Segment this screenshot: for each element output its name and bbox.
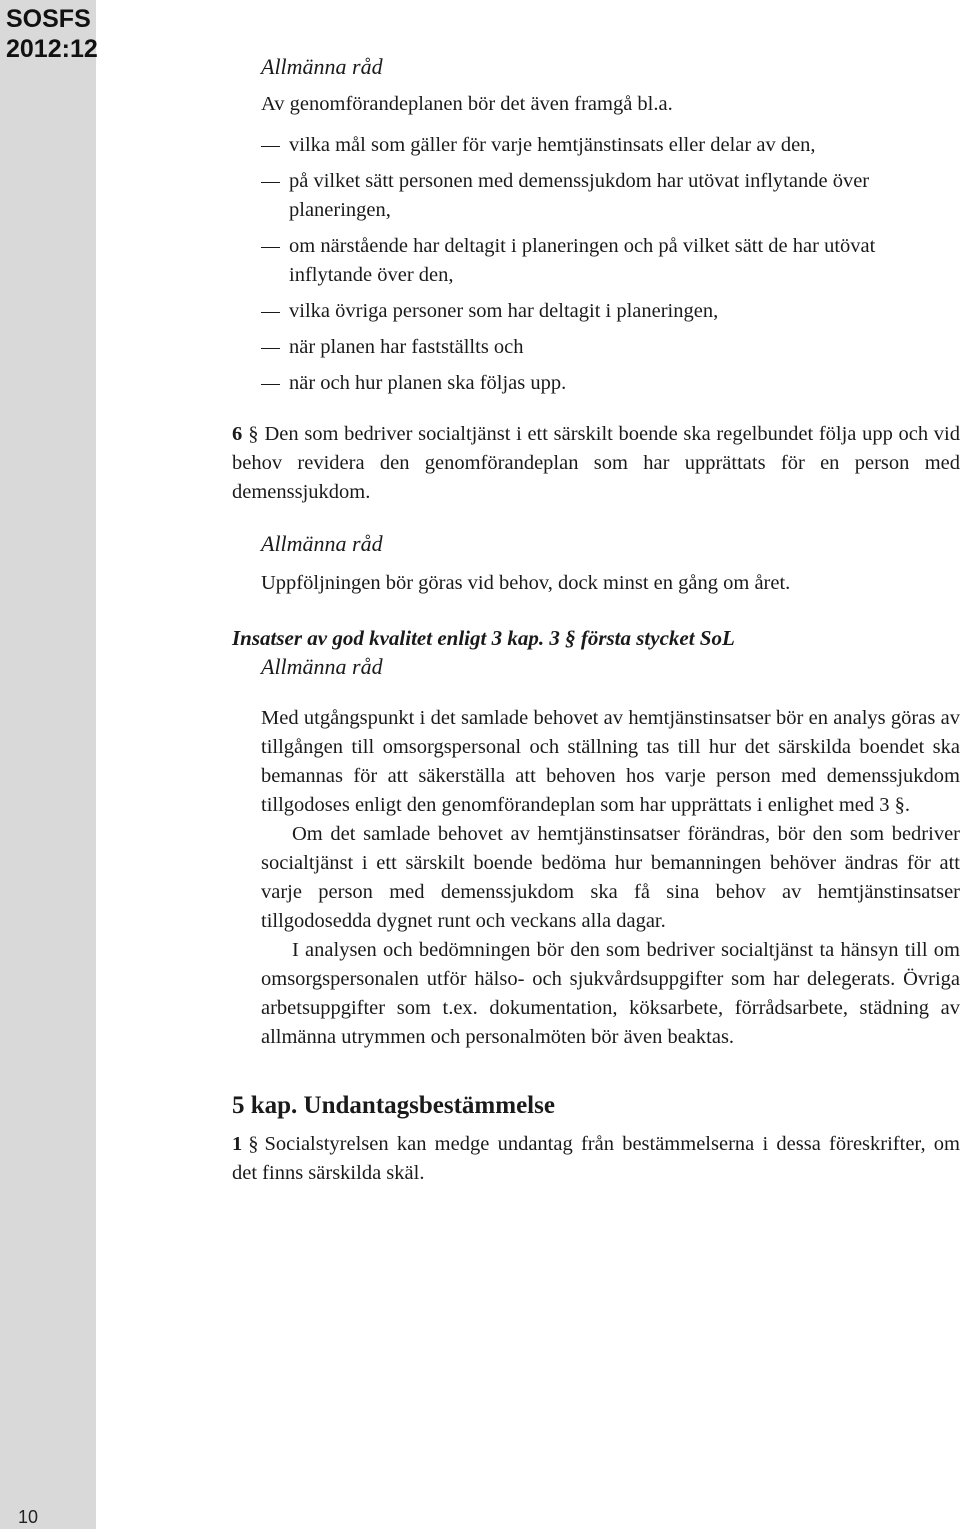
list-item: om närstående har deltagit i planeringen och på vilket sätt de har utövat inflytande över den, [261,232,955,290]
list-item: vilka övriga personer som har deltagit i planeringen, [261,297,955,326]
section-number: 6 [232,423,243,445]
analysis-paragraph: Med utgångspunkt i det samlade behovet av hemtjänstinsatser bör en analys göras av tillgången till omsorgspersonal och ställning tas till hur det särskilda boendet ska bemannas för att säkerställa att behoven hos varje person med demenssjukdom tillgodoses enligt den genomförandeplan som har upprättats i enlighet med 3 §. [261,707,960,816]
staffing-paragraph: Om det samlade behovet av hemtjänstinsatser förändras, bör den som bedriver socialtjänst i ett särskilt boende bedöma hur bemanningen behöver ändras för att varje person med demenssjukdom ska få sina behov av hemtjänstinsatser tillgodosedda dygnet runt och veckans alla dagar. [261,823,960,932]
list-item: på vilket sätt personen med demenssjukdom har utövat inflytande över planeringen, [261,167,955,225]
general-advice-heading: Allmänna råd [261,531,383,556]
general-advice-heading: Allmänna råd [261,654,383,679]
exception-section [232,1130,960,1188]
document-id [6,4,98,64]
section-sign: § [248,1133,259,1155]
list-item: när och hur planen ska följas upp. [261,369,955,398]
section-6 [232,420,960,507]
section-number: 1 [232,1133,243,1155]
exception-text: Socialstyrelsen kan medge undantag från bestämmelserna i dessa föreskrifter, om det finns särskilda skäl. [232,1133,960,1184]
list-item: när planen har fastställts och [261,333,955,362]
intro-text: Av genomförandeplanen bör det även framgå bl.a. [261,93,673,115]
general-advice-heading: Allmänna råd [261,54,383,79]
assessment-paragraph: I analysen och bedömningen bör den som bedriver socialtjänst ta hänsyn till om omsorgspersonalen utför hälso- och sjukvårdsuppgifter som har delegerats. Övriga arbetsuppgifter som t.ex. dokumentation, köksarbete, förrådsarbete, städning av allmänna utrymmen och personalmöten bör även beaktas. [261,939,960,1048]
doc-number: 2012:12 [6,35,98,63]
section-6-text: Den som bedriver socialtjänst i ett särskilt boende ska regelbundet följa upp och vid behov revidera den genomförandeplan som har upprättats för en person med demenssjukdom. [232,423,960,503]
chapter-title: 5 kap. Undantagsbestämmelse [232,1092,555,1119]
section-sign: § [248,423,259,445]
dash-list [261,131,955,398]
page-number: 10 [18,1507,39,1527]
sidebar [0,0,96,1529]
main-content [232,52,960,1188]
doc-series: SOSFS [6,5,91,33]
follow-up-text: Uppföljningen bör göras vid behov, dock minst en gång om året. [261,572,791,594]
list-item: vilka mål som gäller för varje hemtjänstinsats eller delar av den, [261,131,955,160]
subheading: Insatser av god kvalitet enligt 3 kap. 3 § första stycket SoL [232,626,735,650]
